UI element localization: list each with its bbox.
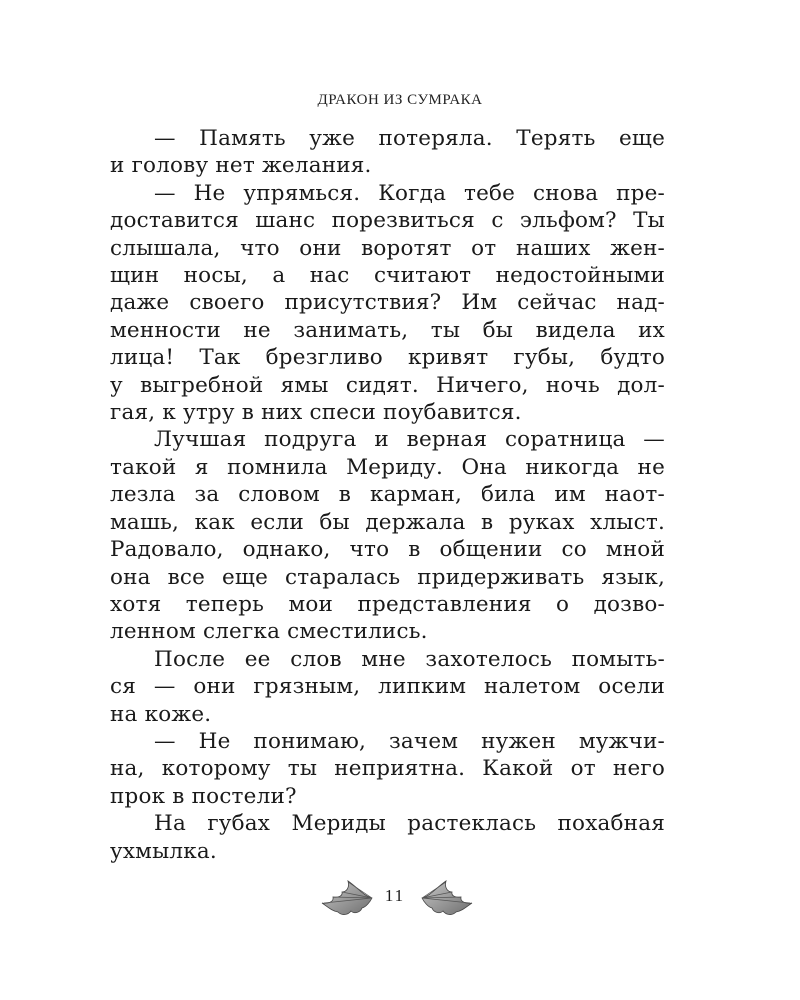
text-line: ухмылка. (110, 838, 217, 864)
text-line: такой я помнила Мериду. Она никогда не (110, 454, 665, 480)
text-line: даже своего присутствия? Им сейчас над- (110, 290, 665, 316)
text-line: хотя теперь мои представления о дозво- (110, 591, 665, 617)
text-line: у выгребной ямы сидят. Ничего, ночь дол- (110, 372, 665, 398)
paragraph (110, 810, 665, 865)
paragraph (110, 180, 665, 427)
dragon-wing-icon (318, 878, 374, 918)
text-line: она все еще старалась придерживать язык, (110, 564, 665, 590)
paragraph (110, 728, 665, 810)
text-line: на, которому ты неприятна. Какой от него (110, 756, 665, 782)
text-line: менности не занимать, ты бы видела их (110, 317, 665, 343)
text-line: слышала, что они воротят от наших жен- (110, 235, 665, 261)
text-line: Лучшая подруга и верная соратница — (154, 427, 665, 453)
text-line: — Не упрямься. Когда тебе снова пре- (154, 180, 665, 206)
text-line: машь, как если бы держала в руках хлыст. (110, 509, 665, 535)
paragraph (110, 426, 665, 645)
text-line: На губах Мериды растеклась похабная (154, 811, 665, 837)
text-line: ленном слегка сместились. (110, 619, 428, 645)
running-header: ДРАКОН ИЗ СУМРАКА (317, 92, 483, 108)
page-footer (0, 872, 800, 924)
text-line: прок в постели? (110, 783, 297, 809)
dragon-wing-icon (420, 878, 476, 918)
text-line: лица! Так брезгливо кривят губы, будто (110, 345, 665, 371)
text-line: ся — они грязным, липким налетом осели (110, 674, 665, 700)
text-line: Радовало, однако, что в общении со мной (110, 537, 665, 563)
text-line: — Память уже потеряла. Терять еще (154, 126, 665, 151)
body-text (110, 125, 665, 865)
text-line: лезла за словом в карман, била им наот- (110, 482, 665, 508)
text-line: — Не понимаю, зачем нужен мужчи- (154, 728, 665, 754)
text-line: доставится шанс порезвиться с эльфом? Ты (110, 208, 665, 234)
text-line: щин носы, а нас считают недостойными (110, 263, 665, 289)
paragraph (110, 646, 665, 728)
text-line: и голову нет желания. (110, 153, 372, 179)
text-line: гая, к утру в них спеси поубавится. (110, 400, 522, 426)
paragraph (110, 125, 665, 180)
text-line: После ее слов мне захотелось помыть- (154, 646, 665, 672)
page-number: 11 (384, 886, 406, 905)
text-line: на коже. (110, 701, 212, 727)
